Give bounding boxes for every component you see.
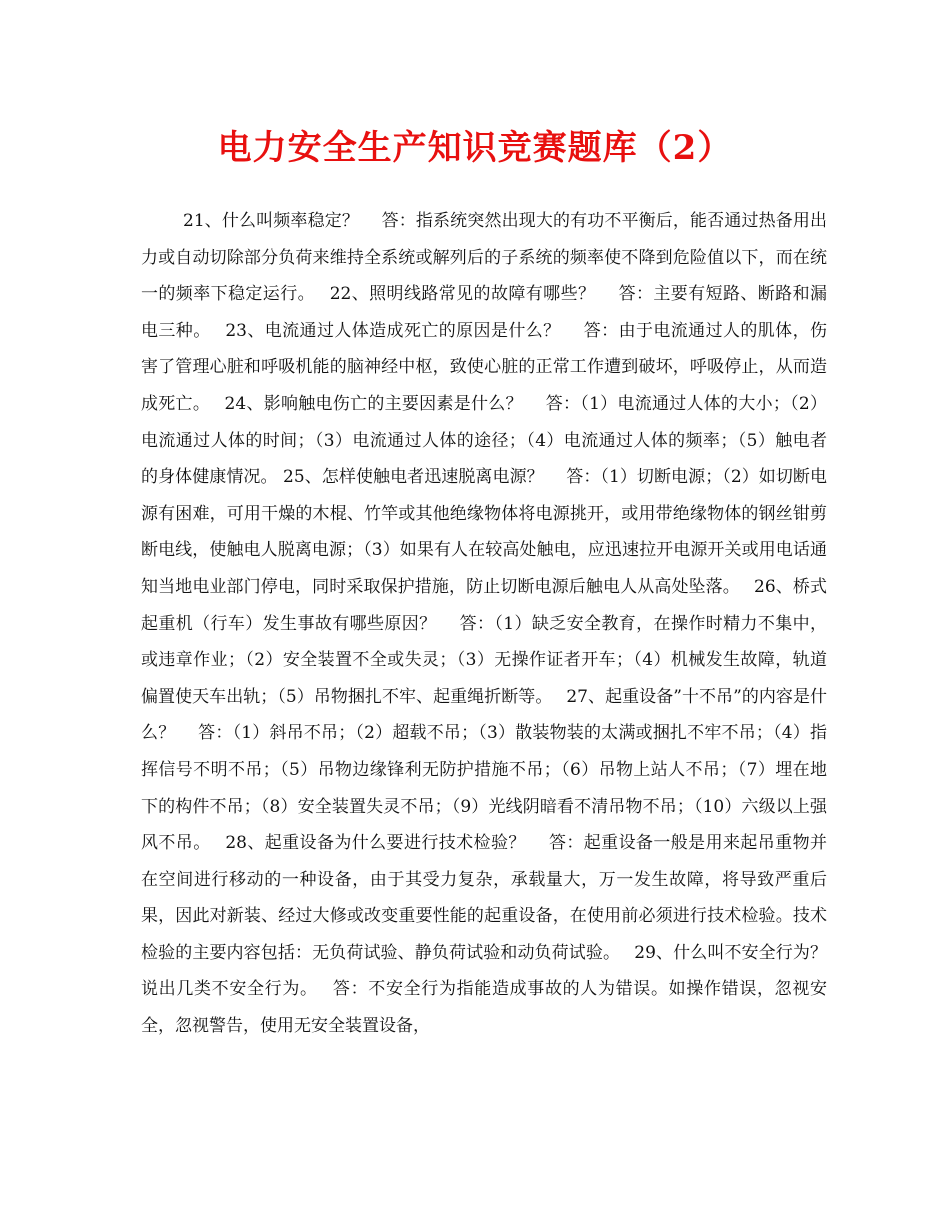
qa-item-27: 27、起重设备”十不吊”的内容是什么？ 答：（1）斜吊不吊；（2）超载不吊；（3）散装物装的太满或捆扎不牢不吊；（4）指挥信号不明不吊；（5）吊物边缘锋利无防护措施不吊；（6）吊物上站人不吊；（7）埋在地下的构件不吊；（8）安全装置失灵不吊；（9）光线阴暗看不清吊物不吊；（10）六级以上强风不吊。: [141, 686, 828, 854]
qa-item-29: 29、什么叫不安全行为？说出几类不安全行为。 答：不安全行为指能造成事故的人为错误。如操作错误，忽视安全，忽视警告，使用无安全装置设备，: [141, 942, 827, 1037]
page-title: 电力安全生产知识竞赛题库（2）: [217, 128, 733, 168]
qa-item-21: 21、什么叫频率稳定？ 答：指系统突然出现大的有功不平衡后，能否通过热备用出力或自动切除部分负荷来维持全系统或解列后的子系统的频率使不降到危险值以下，而在统一的频率下稳定运行。: [141, 211, 827, 305]
qa-item-24: 24、影响触电伤亡的主要因素是什么？ 答：（1）电流通过人体的大小；（2）电流通过人体的时间；（3）电流通过人体的途径；（4）电流通过人体的频率；（5）触电者的身体健康情况。: [141, 393, 828, 488]
qa-item-28: 28、起重设备为什么要进行技术检验？ 答：起重设备一般是用来起吊重物并在空间进行移动的一种设备，由于其受力复杂，承载量大，万一发生故障，将导致严重后果，因此对新装、经过大修或改变重要性能的起重设备，在使用前必须进行技术检验。技术检验的主要内容包括：无负荷试验、静负荷试验和动负荷试验。: [141, 833, 827, 963]
qa-item-23: 23、电流通过人体造成死亡的原因是什么？ 答：由于电流通过人的肌体，伤害了管理心脏和呼吸机能的脑神经中枢，致使心脏的正常工作遭到破坏，呼吸停止，从而造成死亡。: [141, 320, 827, 414]
qa-item-25: 25、怎样使触电者迅速脱离电源？ 答：（1）切断电源；（2）如切断电源有困难，可用干燥的木棍、竹竿或其他绝缘物体将电源挑开，或用带绝缘物体的钢丝钳剪断电线，使触电人脱离电源；（3）如果有人在较高处触电，应迅速拉开电源开关或用电话通知当地电业部门停电，同时采取保护措施，防止切断电源后触电人从高处坠落。: [141, 467, 827, 597]
qa-item-22: 22、照明线路常见的故障有哪些？ 答：主要有短路、断路和漏电三种。: [141, 284, 827, 341]
document-body: [141, 203, 827, 1045]
qa-item-26: 26、桥式起重机（行车）发生事故有哪些原因？ 答：（1）缺乏安全教育，在操作时精力不集中，或违章作业；（2）安全装置不全或失灵；（3）无操作证者开车；（4）机械发生故障，轨道偏置使天车出轨；（5）吊物捆扎不牢、起重绳折断等。: [141, 576, 827, 707]
